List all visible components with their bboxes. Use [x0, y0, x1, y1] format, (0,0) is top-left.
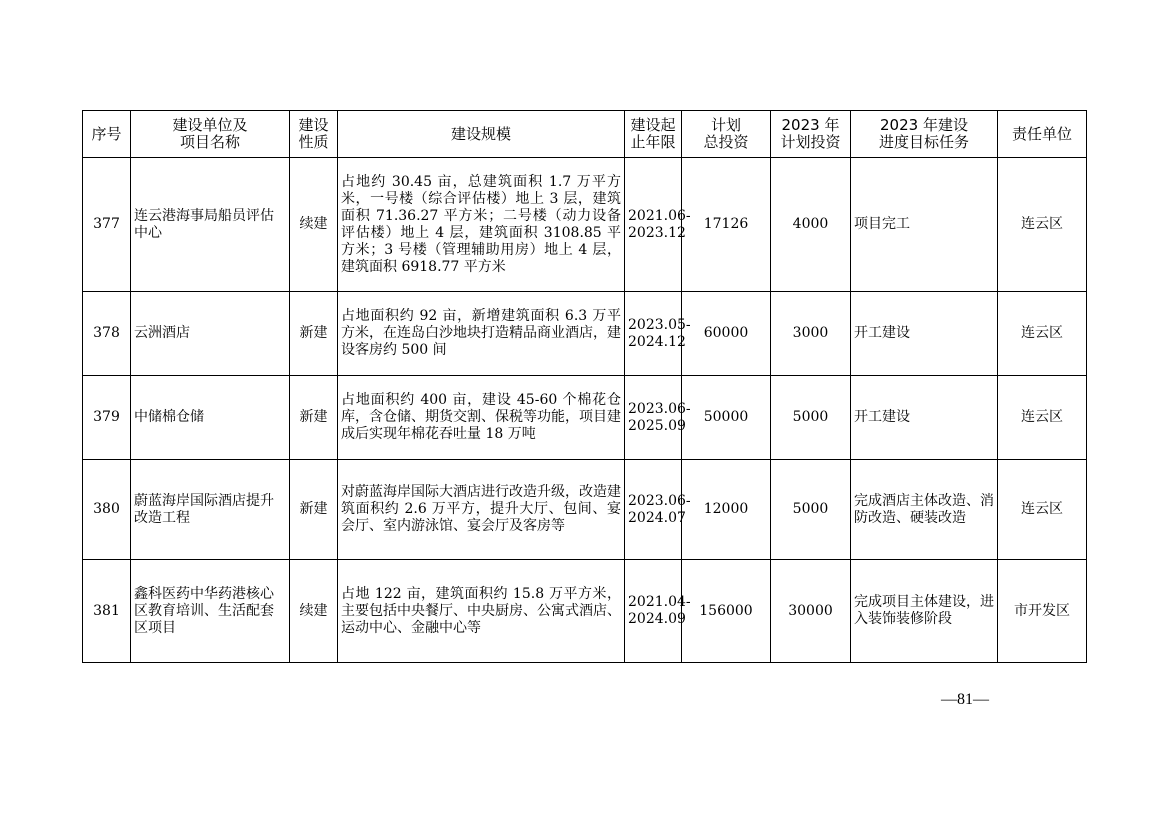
cell-name: 鑫科医药中华药港核心区教育培训、生活配套区项目 [131, 560, 290, 663]
cell-seq: 378 [83, 292, 131, 376]
header-unit-name: 建设单位及 项目名称 [131, 111, 290, 158]
header-row [83, 111, 1087, 158]
cell-annual: 5000 [771, 376, 851, 460]
cell-seq: 377 [83, 158, 131, 292]
cell-seq: 381 [83, 560, 131, 663]
cell-total: 156000 [682, 560, 771, 663]
cell-total: 17126 [682, 158, 771, 292]
header-total-investment: 计划 总投资 [682, 111, 771, 158]
cell-period: 2023.06- 2025.09 [625, 376, 682, 460]
cell-responsible: 连云区 [998, 460, 1087, 560]
cell-period: 2023.05- 2024.12 [625, 292, 682, 376]
header-seq: 序号 [83, 111, 131, 158]
cell-annual: 5000 [771, 460, 851, 560]
cell-responsible: 连云区 [998, 376, 1087, 460]
cell-scale: 占地约 30.45 亩，总建筑面积 1.7 万平方米，一号楼（综合评估楼）地上 3 层，建筑面积 71.36.27 平方米；二号楼（动力设备评估楼）地上 4 层，建筑面积 3108.85 平方米；3 号楼（管理辅助用房）地上 4 层，建筑面积 6918.77 平方米 [338, 158, 625, 292]
cell-seq: 380 [83, 460, 131, 560]
cell-responsible: 连云区 [998, 158, 1087, 292]
page-number: —81— [941, 691, 989, 708]
table-row [83, 376, 1087, 460]
cell-scale: 占地 122 亩，建筑面积约 15.8 万平方米，主要包括中央餐厅、中央厨房、公寓式酒店、运动中心、金融中心等 [338, 560, 625, 663]
header-annual-investment: 2023 年 计划投资 [771, 111, 851, 158]
table-row [83, 460, 1087, 560]
cell-scale: 对蔚蓝海岸国际大酒店进行改造升级，改造建筑面积约 2.6 万平方，提升大厅、包间、宴会厅、室内游泳馆、宴会厅及客房等 [338, 460, 625, 560]
cell-responsible: 连云区 [998, 292, 1087, 376]
cell-nature: 新建 [290, 292, 338, 376]
cell-target: 完成项目主体建设，进入装饰装修阶段 [851, 560, 998, 663]
cell-annual: 4000 [771, 158, 851, 292]
header-scale: 建设规模 [338, 111, 625, 158]
cell-nature: 续建 [290, 560, 338, 663]
cell-period: 2021.06- 2023.12 [625, 158, 682, 292]
cell-responsible: 市开发区 [998, 560, 1087, 663]
cell-target: 项目完工 [851, 158, 998, 292]
table-row [83, 158, 1087, 292]
cell-period: 2021.04- 2024.09 [625, 560, 682, 663]
cell-nature: 续建 [290, 158, 338, 292]
project-table [82, 110, 1087, 663]
cell-scale: 占地面积约 92 亩，新增建筑面积 6.3 万平方米，在连岛白沙地块打造精品商业酒店，建设客房约 500 间 [338, 292, 625, 376]
cell-annual: 30000 [771, 560, 851, 663]
cell-total: 50000 [682, 376, 771, 460]
cell-total: 12000 [682, 460, 771, 560]
header-nature: 建设 性质 [290, 111, 338, 158]
cell-scale: 占地面积约 400 亩，建设 45-60 个棉花仓库，含仓储、期货交割、保税等功能，项目建成后实现年棉花吞吐量 18 万吨 [338, 376, 625, 460]
cell-target: 完成酒店主体改造、消防改造、硬装改造 [851, 460, 998, 560]
cell-nature: 新建 [290, 460, 338, 560]
cell-name: 蔚蓝海岸国际酒店提升改造工程 [131, 460, 290, 560]
header-period: 建设起 止年限 [625, 111, 682, 158]
cell-nature: 新建 [290, 376, 338, 460]
header-target: 2023 年建设 进度目标任务 [851, 111, 998, 158]
cell-period: 2023.06- 2024.07 [625, 460, 682, 560]
cell-total: 60000 [682, 292, 771, 376]
cell-target: 开工建设 [851, 376, 998, 460]
cell-name: 连云港海事局船员评估中心 [131, 158, 290, 292]
cell-name: 中储棉仓储 [131, 376, 290, 460]
cell-annual: 3000 [771, 292, 851, 376]
table-row [83, 292, 1087, 376]
cell-target: 开工建设 [851, 292, 998, 376]
cell-name: 云洲酒店 [131, 292, 290, 376]
header-responsible: 责任单位 [998, 111, 1087, 158]
table-row [83, 560, 1087, 663]
cell-seq: 379 [83, 376, 131, 460]
